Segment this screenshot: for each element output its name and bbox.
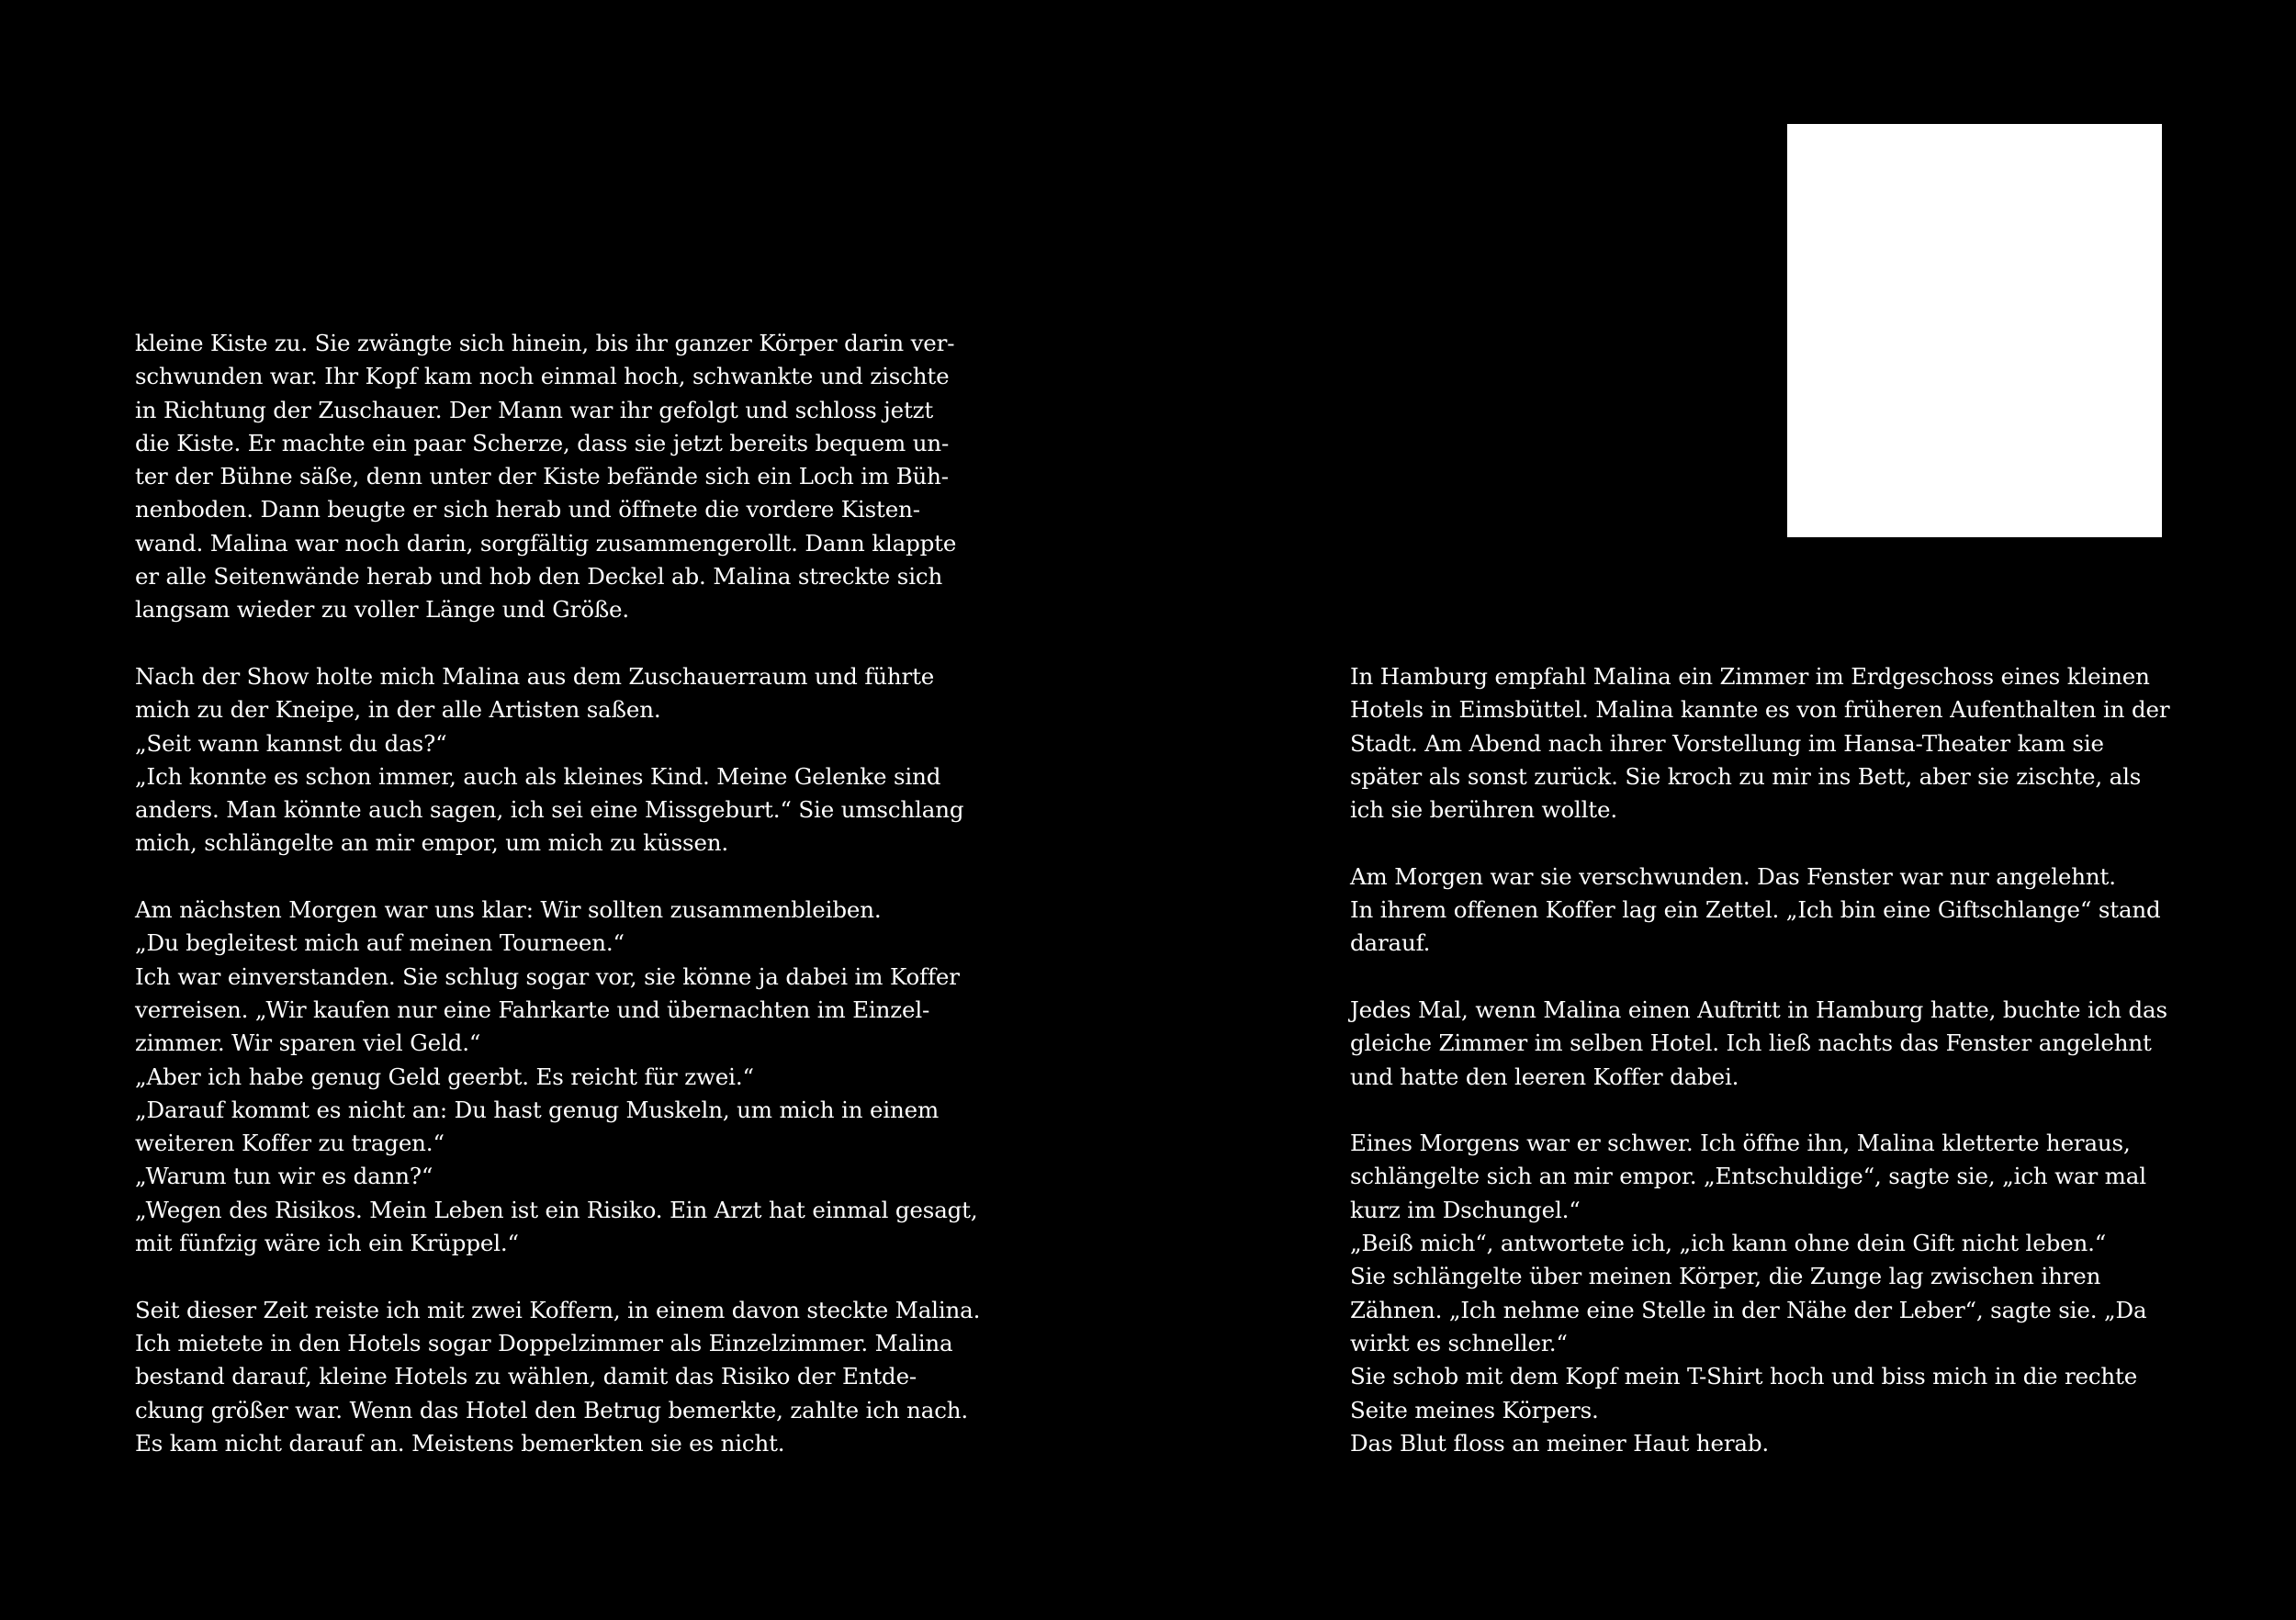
text-line: nenboden. Dann beugte er sich herab und öffnete die vordere Kisten-: [135, 496, 920, 523]
text-line: Sie schlängelte über meinen Körper, die Zunge lag zwischen ihren: [1350, 1263, 2101, 1290]
text-line: ter der Bühne säße, denn unter der Kiste befände sich ein Loch im Büh-: [135, 463, 949, 490]
text-line: schlängelte sich an mir empor. „Entschuldige“, sagte sie, „ich war mal: [1350, 1163, 2146, 1190]
text-line: in Richtung der Zuschauer. Der Mann war ihr gefolgt und schloss jetzt: [135, 396, 934, 423]
text-line: „Darauf kommt es nicht an: Du hast genug Muskeln, um mich in einem: [135, 1096, 940, 1123]
text-line: „Du begleitest mich auf meinen Tourneen.“: [135, 929, 625, 957]
paragraph: [1350, 1127, 2177, 1460]
text-line: wand. Malina war noch darin, sorgfältig zusammengerollt. Dann klappte: [135, 529, 957, 557]
text-line: langsam wieder zu voller Länge und Größe.: [135, 596, 630, 624]
text-line: kurz im Dschungel.“: [1350, 1196, 1581, 1223]
paragraph: [135, 660, 962, 861]
text-line: verreisen. „Wir kaufen nur eine Fahrkarte und übernachten im Einzel-: [135, 996, 930, 1023]
text-line: Hotels in Eimsbüttel. Malina kannte es von früheren Aufenthalten in der: [1350, 696, 2170, 724]
text-line: Jedes Mal, wenn Malina einen Auftritt in Hamburg hatte, buchte ich das: [1350, 996, 2167, 1023]
text-line: Zähnen. „Ich nehme eine Stelle in der Nähe der Leber“, sagte sie. „Da: [1350, 1296, 2147, 1323]
text-line: Es kam nicht darauf an. Meistens bemerkten sie es nicht.: [135, 1429, 785, 1457]
text-line: „Wegen des Risikos. Mein Leben ist ein Risiko. Ein Arzt hat einmal gesagt,: [135, 1196, 978, 1223]
text-line: Ich war einverstanden. Sie schlug sogar vor, sie könne ja dabei im Koffer: [135, 962, 960, 990]
text-line: „Seit wann kannst du das?“: [135, 729, 447, 757]
text-line: In ihrem offenen Koffer lag ein Zettel. „Ich bin eine Giftschlange“ stand: [1350, 896, 2161, 924]
paragraph: [1350, 660, 2177, 827]
text-line: „Beiß mich“, antwortete ich, „ich kann ohne dein Gift nicht leben.“: [1350, 1230, 2107, 1257]
paragraph: [135, 894, 978, 1260]
text-line: Stadt. Am Abend nach ihrer Vorstellung im Hansa-Theater kam sie: [1350, 729, 2104, 757]
text-line: weiteren Koffer zu tragen.“: [135, 1130, 445, 1157]
text-line: er alle Seitenwände herab und hob den Deckel ab. Malina streckte sich: [135, 563, 943, 591]
text-line: mich zu der Kneipe, in der alle Artisten saßen.: [135, 696, 661, 724]
text-line: ckung größer war. Wenn das Hotel den Betrug bemerkte, zahlte ich nach.: [135, 1396, 969, 1423]
text-line: mit fünfzig wäre ich ein Krüppel.“: [135, 1230, 519, 1257]
paragraph: [1350, 861, 2177, 961]
text-line: gleiche Zimmer im selben Hotel. Ich ließ nachts das Fenster angelehnt: [1350, 1029, 2152, 1057]
text-line: bestand darauf, kleine Hotels zu wählen, damit das Risiko der Entde-: [135, 1363, 917, 1390]
image-placeholder: [1787, 124, 2162, 537]
text-line: schwunden war. Ihr Kopf kam noch einmal hoch, schwankte und zischte: [135, 363, 950, 390]
text-line: Am nächsten Morgen war uns klar: Wir sollten zusammenbleiben.: [135, 896, 882, 924]
text-line: „Warum tun wir es dann?“: [135, 1163, 433, 1190]
text-line: ich sie berühren wollte.: [1350, 796, 1617, 824]
paragraph: [1350, 994, 2177, 1094]
text-line: Ich mietete in den Hotels sogar Doppelzimmer als Einzelzimmer. Malina: [135, 1329, 953, 1356]
text-line: zimmer. Wir sparen viel Geld.“: [135, 1029, 481, 1057]
paragraph: [135, 327, 962, 627]
text-line: später als sonst zurück. Sie kroch zu mir ins Bett, aber sie zischte, als: [1350, 762, 2142, 790]
left-page-text: [135, 327, 981, 1493]
text-line: darauf.: [1350, 929, 1431, 957]
text-line: Am Morgen war sie verschwunden. Das Fenster war nur angelehnt.: [1350, 862, 2116, 890]
paragraph: [135, 1294, 981, 1460]
text-line: kleine Kiste zu. Sie zwängte sich hinein, bis ihr ganzer Körper darin ver-: [135, 330, 955, 356]
text-line: Nach der Show holte mich Malina aus dem Zuschauerraum und führte: [135, 662, 935, 690]
text-line: Eines Morgens war er schwer. Ich öffne ihn, Malina kletterte heraus,: [1350, 1130, 2131, 1157]
text-line: die Kiste. Er machte ein paar Scherze, dass sie jetzt bereits bequem un-: [135, 429, 950, 456]
text-line: In Hamburg empfahl Malina ein Zimmer im Erdgeschoss eines kleinen: [1350, 663, 2150, 690]
text-line: „Ich konnte es schon immer, auch als kleines Kind. Meine Gelenke sind: [135, 762, 941, 790]
text-line: Sie schob mit dem Kopf mein T-Shirt hoch und biss mich in die rechte: [1350, 1363, 2138, 1390]
text-line: Das Blut floss an meiner Haut herab.: [1350, 1429, 1770, 1457]
text-line: „Aber ich habe genug Geld geerbt. Es reicht für zwei.“: [135, 1063, 754, 1090]
text-line: wirkt es schneller.“: [1350, 1329, 1568, 1356]
text-line: anders. Man könnte auch sagen, ich sei eine Missgeburt.“ Sie umschlang: [135, 796, 964, 824]
text-line: und hatte den leeren Koffer dabei.: [1350, 1063, 1739, 1090]
text-line: mich, schlängelte an mir empor, um mich zu küssen.: [135, 829, 729, 857]
text-line: Seite meines Körpers.: [1350, 1396, 1599, 1423]
text-line: Seit dieser Zeit reiste ich mit zwei Koffern, in einem davon steckte Malina.: [135, 1296, 981, 1323]
right-page-text: [1350, 660, 2177, 1493]
right-page: [1148, 0, 2296, 1620]
